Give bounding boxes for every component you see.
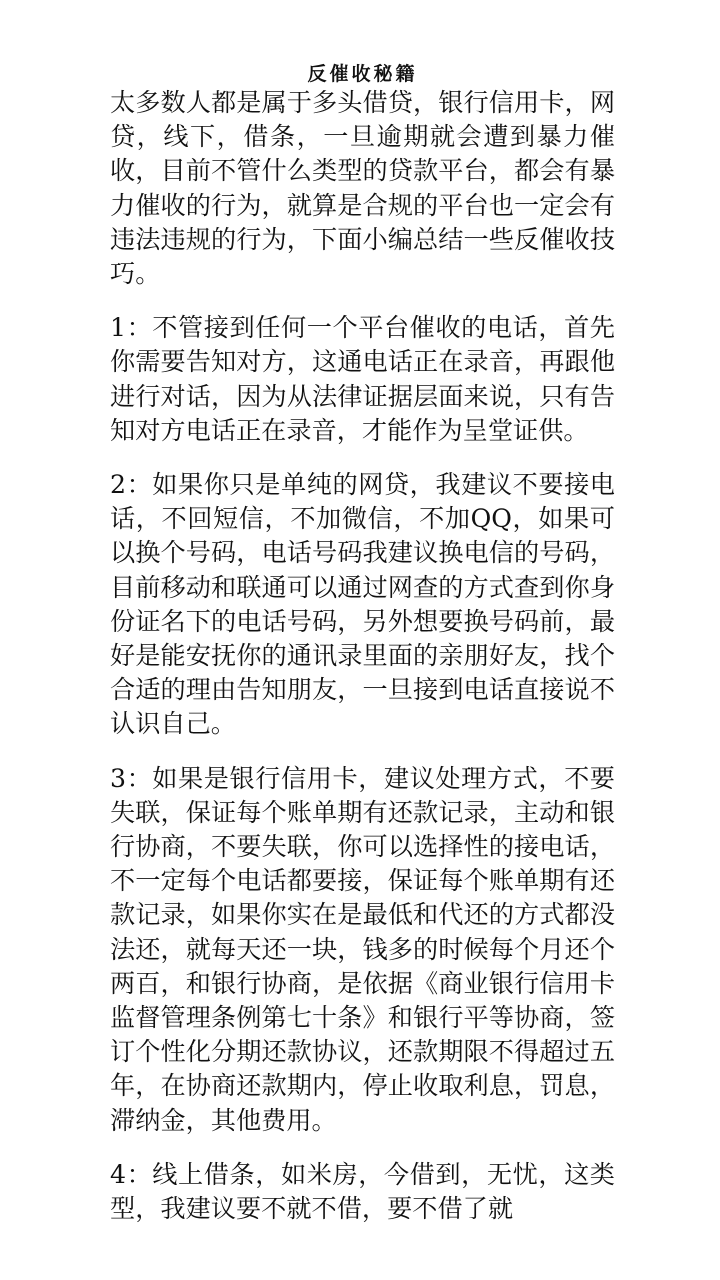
page-title: 反催收秘籍 (307, 63, 418, 85)
paragraph-tip-2: 2：如果你只是单纯的网贷，我建议不要接电话，不回短信，不加微信，不加QQ，如果可以换个号码，电话号码我建议换电信的号码，目前移动和联通可以通过网查的方式查到你身份证名下的电话号码，另外想要换号码前，最好是能安抚你的通讯录里面的亲朋好友，找个合适的理由告知朋友，一旦接到电话直接说不认识自己。 (110, 470, 615, 739)
paragraph-intro: 太多数人都是属于多头借贷，银行信用卡，网贷，线下，借条，一旦逾期就会遭到暴力催收，目前不管什么类型的贷款平台，都会有暴力催收的行为，就算是合规的平台也一定会有违法违规的行为，下面小编总结一些反催收技巧。 (110, 88, 615, 289)
paragraph-tip-3: 3：如果是银行信用卡，建议处理方式，不要失联，保证每个账单期有还款记录，主动和银行协商，不要失联，你可以选择性的接电话，不一定每个电话都要接，保证每个账单期有还款记录，如果你实在是最低和代还的方式都没法还，就每天还一块，钱多的时候每个月还个两百，和银行协商，是依据《商业银行信用卡监督管理条例第七十条》和银行平等协商，签订个性化分期还款协议，还款期限不得超过五年，在协商还款期内，停止收取利息，罚息，滞纳金，其他费用。 (110, 763, 615, 1135)
article (110, 60, 615, 1246)
paragraph-tip-1: 1：不管接到任何一个平台催收的电话，首先你需要告知对方，这通电话正在录音，再跟他进行对话，因为从法律证据层面来说，只有告知对方电话正在录音，才能作为呈堂证供。 (110, 313, 615, 445)
paragraph-tip-4: 4：线上借条，如米房，今借到，无忧，这类型，我建议要不就不借，要不借了就 (110, 1159, 615, 1224)
